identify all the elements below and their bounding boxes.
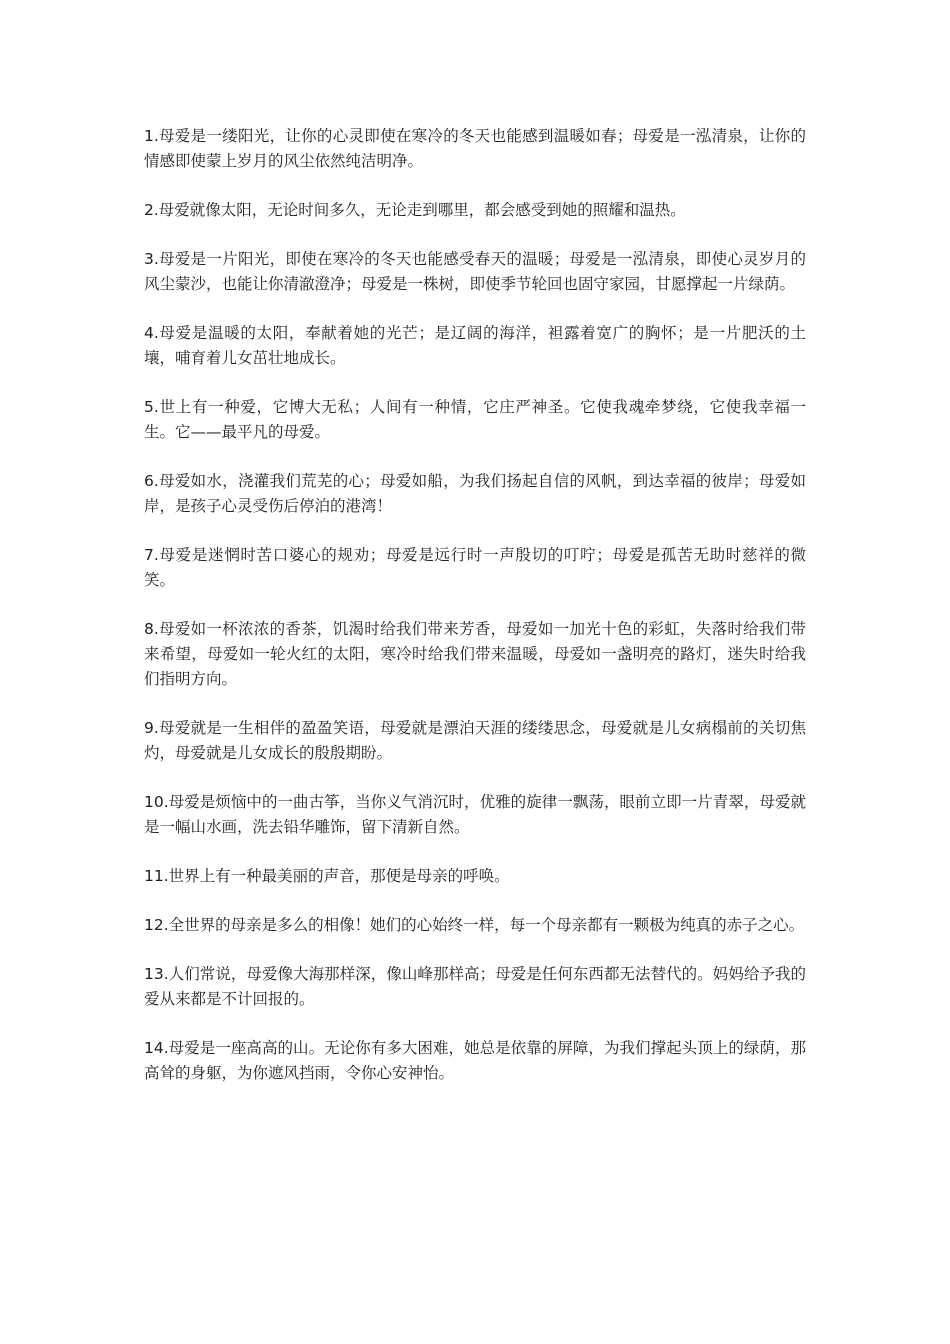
paragraph-8: 8.母爱如一杯浓浓的香茶，饥渴时给我们带来芳香，母爱如一加光十色的彩虹，失落时给我们带来希望，母爱如一轮火红的太阳，寒冷时给我们带来温暖，母爱如一盏明亮的路灯，迷失时给我们指明方向。 [144,620,806,688]
paragraph-12: 12.全世界的母亲是多么的相像！她们的心始终一样，每一个母亲都有一颗极为纯真的赤子之心。 [144,916,805,934]
paragraph-7: 7.母爱是迷惘时苦口婆心的规劝；母爱是远行时一声殷切的叮咛；母爱是孤苦无助时慈祥的微笑。 [144,546,806,589]
paragraph-9: 9.母爱就是一生相伴的盈盈笑语，母爱就是漂泊天涯的缕缕思念，母爱就是儿女病榻前的关切焦灼，母爱就是儿女成长的殷殷期盼。 [144,719,806,762]
paragraph-11: 11.世界上有一种最美丽的声音，那便是母亲的呼唤。 [144,867,510,885]
paragraph-6: 6.母爱如水，浇灌我们荒芜的心；母爱如船，为我们扬起自信的风帆，到达幸福的彼岸；母爱如岸，是孩子心灵受伤后停泊的港湾！ [144,472,806,515]
paragraph-10: 10.母爱是烦恼中的一曲古筝，当你义气消沉时，优雅的旋律一飘荡，眼前立即一片青翠，母爱就是一幅山水画，洗去铅华雕饰，留下清新自然。 [144,793,806,836]
paragraph-4: 4.母爱是温暖的太阳，奉献着她的光芒；是辽阔的海洋，袒露着宽广的胸怀；是一片肥沃的土壤，哺育着儿女茁壮地成长。 [144,324,806,367]
document-body [144,124,806,1110]
paragraph-14: 14.母爱是一座高高的山。无论你有多大困难，她总是依靠的屏障，为我们撑起头顶上的绿荫，那高耸的身躯，为你遮风挡雨，令你心安神怡。 [144,1039,806,1082]
paragraph-5: 5.世上有一种爱，它博大无私；人间有一种情，它庄严神圣。它使我魂牵梦绕，它使我幸福一生。它——最平凡的母爱。 [144,398,806,441]
paragraph-2: 2.母爱就像太阳，无论时间多久，无论走到哪里，都会感受到她的照耀和温热。 [144,201,686,219]
paragraph-1: 1.母爱是一缕阳光，让你的心灵即使在寒冷的冬天也能感到温暖如春；母爱是一泓清泉，让你的情感即使蒙上岁月的风尘依然纯洁明净。 [144,127,806,170]
paragraph-3: 3.母爱是一片阳光，即使在寒冷的冬天也能感受春天的温暖；母爱是一泓清泉，即使心灵岁月的风尘蒙沙，也能让你清澈澄净；母爱是一株树，即使季节轮回也固守家园，甘愿撑起一片绿荫。 [144,250,806,293]
paragraph-13: 13.人们常说，母爱像大海那样深，像山峰那样高；母爱是任何东西都无法替代的。妈妈给予我的爱从来都是不计回报的。 [144,965,806,1008]
